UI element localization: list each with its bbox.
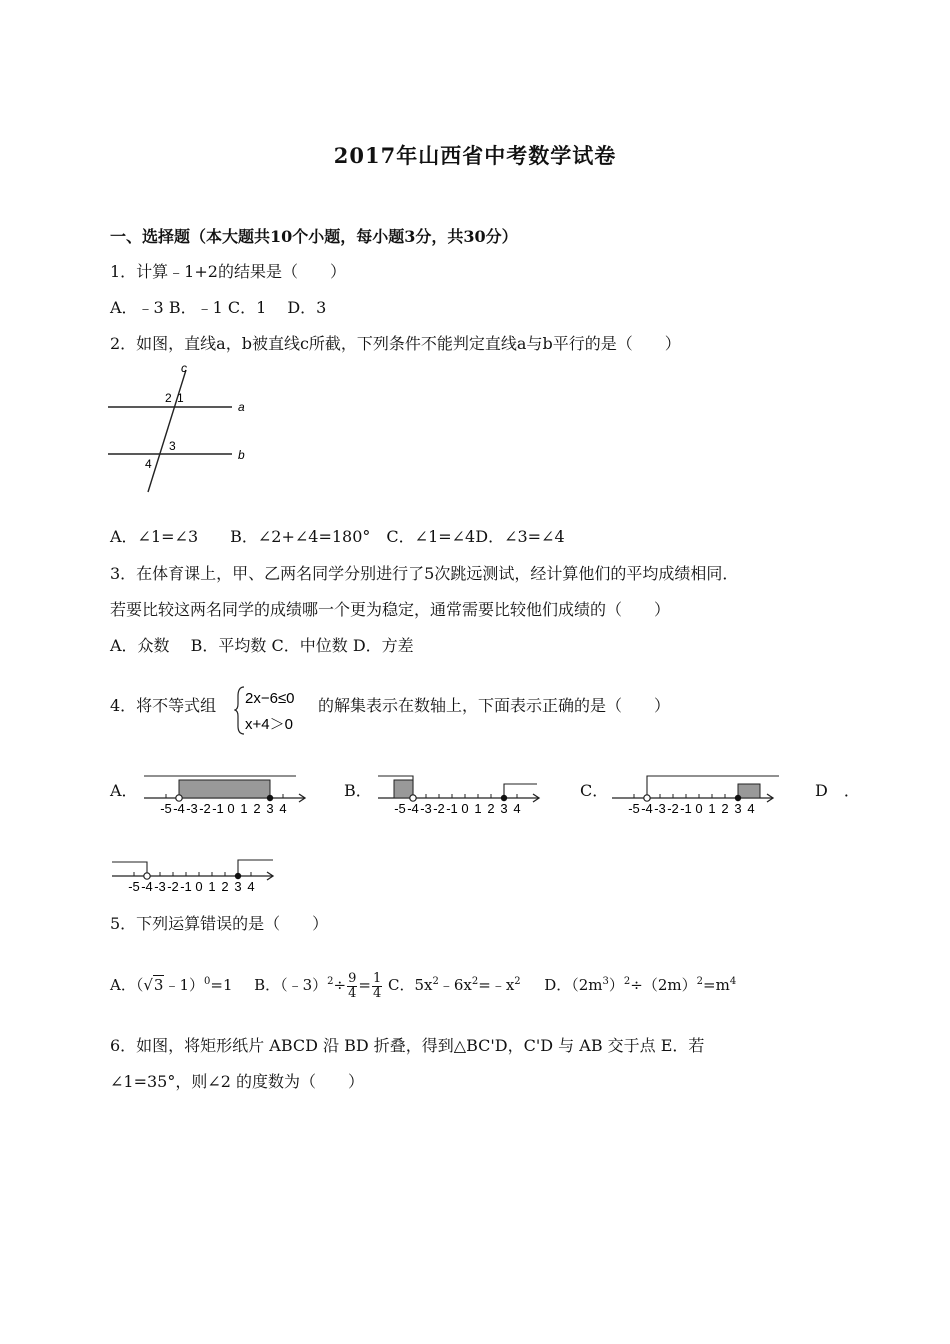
q4-number-line-c xyxy=(610,768,790,818)
q4-stem-after: 的解集表示在数轴上，下面表示正确的是（ ） xyxy=(318,696,671,715)
shaded-region xyxy=(179,780,270,798)
angle-1: 1 xyxy=(177,391,184,405)
label-c: c xyxy=(181,362,187,375)
section-heading: 一、选择题（本大题共10个小题，每小题3分，共30分） xyxy=(110,227,518,246)
shaded-region xyxy=(394,780,413,798)
tick-label: -5 xyxy=(628,801,640,816)
closed-endpoint xyxy=(235,873,241,879)
q5-c-label: C．5x xyxy=(388,976,433,994)
tick-label: 0 xyxy=(695,801,703,816)
tick-label: 2 xyxy=(721,801,729,816)
q5-a-eq: =1 xyxy=(210,976,233,994)
tick-label: 2 xyxy=(253,801,261,816)
q4-option-c-label: C． xyxy=(580,781,609,800)
q5-a-exp: 0 xyxy=(204,976,211,987)
tick-label: 3 xyxy=(266,801,274,816)
q5-d-exp3: 2 xyxy=(696,976,704,987)
q5-b-f1-den: 4 xyxy=(348,985,357,1001)
q5-a-root: 3 xyxy=(153,976,164,994)
q6-line2: ∠1=35°，则∠2 的度数为（ ） xyxy=(110,1072,365,1091)
q5-b-fraction-2 xyxy=(372,972,382,1001)
angle-4: 4 xyxy=(145,457,152,471)
solution-bracket xyxy=(112,862,147,876)
brace-icon xyxy=(235,687,244,734)
q4-number-line-a xyxy=(142,768,322,818)
closed-endpoint xyxy=(267,795,273,801)
q4-option-d-label: D ． xyxy=(815,781,860,800)
q1-options: A．﹣3 B．﹣1 C．1 D．3 xyxy=(110,298,327,317)
label-a: a xyxy=(238,400,245,414)
tick-label: 4 xyxy=(247,879,255,894)
tick-label: 4 xyxy=(747,801,755,816)
open-endpoint xyxy=(644,795,650,801)
q5-a-rest: ﹣1） xyxy=(164,976,204,994)
q5-c-exp3: 2 xyxy=(514,976,521,987)
q1-stem: 1．计算﹣1+2的结果是（ ） xyxy=(110,262,346,281)
tick-label: 3 xyxy=(500,801,508,816)
open-endpoint xyxy=(144,873,150,879)
q5-c-eq: =﹣x xyxy=(478,976,515,994)
q5-a-label: A．（ xyxy=(110,976,144,994)
tick-label: -1 xyxy=(446,801,458,816)
angle-2: 2 xyxy=(165,391,172,405)
q5-options: A．（√3﹣1）$^0$=1 B．（﹣3）$^2$÷ $\frac{9}{4}$ = $\frac{1}{4}$ C．$5x^2﹣6x^2=﹣x^2$ D．$(2m^3)^2\div(2m)^2=m^4$ xyxy=(110,970,737,1001)
tick-label: -1 xyxy=(212,801,224,816)
tick-label: -2 xyxy=(667,801,679,816)
q5-d-exp2: 2 xyxy=(623,976,631,987)
q4-number-line-b xyxy=(376,768,556,818)
tick-label: -5 xyxy=(394,801,406,816)
tick-label: -4 xyxy=(173,801,185,816)
q5-d-div: ÷（2m） xyxy=(630,976,697,994)
q5-d-close: ） xyxy=(608,976,624,994)
inequality-1: 2x−6≤0 xyxy=(245,690,295,707)
closed-endpoint xyxy=(735,795,741,801)
tick-label: 4 xyxy=(279,801,287,816)
tick-label: -4 xyxy=(141,879,153,894)
shaded-region xyxy=(738,784,760,798)
tick-label: -1 xyxy=(180,879,192,894)
q5-b-exp: 2 xyxy=(327,976,334,987)
tick-label: 3 xyxy=(734,801,742,816)
tick-label: -2 xyxy=(199,801,211,816)
q4-stem-before: 4．将不等式组 xyxy=(110,696,217,715)
q5-b-fraction-1 xyxy=(347,972,357,1001)
tick-label: 1 xyxy=(708,801,716,816)
q5-d-exp4: 4 xyxy=(729,976,737,987)
q6-line1: 6．如图，将矩形纸片 ABCD 沿 BD 折叠，得到△BC'D，C'D 与 AB 交于点 E．若 xyxy=(110,1036,705,1055)
tick-label: 0 xyxy=(227,801,235,816)
open-endpoint xyxy=(176,795,182,801)
tick-label: -3 xyxy=(654,801,666,816)
tick-label: -5 xyxy=(160,801,172,816)
q5-c-exp2: 2 xyxy=(471,976,479,987)
q3-line2: 若要比较这两名同学的成绩哪一个更为稳定，通常需要比较他们成绩的（ ） xyxy=(110,600,671,619)
q3-options: A．众数 B．平均数 C．中位数 D．方差 xyxy=(110,636,414,655)
q4-inequality-system xyxy=(234,684,320,736)
tick-label: 1 xyxy=(240,801,248,816)
tick-label: -2 xyxy=(167,879,179,894)
q2-options: A．∠1=∠3 B．∠2+∠4=180° C．∠1=∠4D．∠3=∠4 xyxy=(110,527,565,546)
q4-option-b-label: B． xyxy=(344,781,372,800)
closed-endpoint xyxy=(501,795,507,801)
tick-label: 0 xyxy=(461,801,469,816)
tick-label: 2 xyxy=(487,801,495,816)
tick-label: -3 xyxy=(420,801,432,816)
q4-number-line-d xyxy=(110,846,290,896)
tick-label: -4 xyxy=(407,801,419,816)
solution-bracket xyxy=(238,860,273,876)
tick-label: 1 xyxy=(474,801,482,816)
q5-d-eq: =m xyxy=(703,976,730,994)
tick-label: 0 xyxy=(195,879,203,894)
tick-label: 2 xyxy=(221,879,229,894)
label-b: b xyxy=(238,448,245,462)
q2-figure xyxy=(108,362,258,497)
q5-b-f2-den: 4 xyxy=(372,985,382,1001)
page-title: 2017年山西省中考数学试卷 xyxy=(333,143,617,168)
q5-d-exp1: 3 xyxy=(602,976,609,987)
q5-b-label: B．（﹣3） xyxy=(254,976,328,994)
tick-label: -3 xyxy=(186,801,198,816)
open-endpoint xyxy=(410,795,416,801)
q5-c-exp1: 2 xyxy=(432,976,439,987)
q2-stem: 2．如图，直线a，b被直线c所截，下列条件不能判定直线a与b平行的是（ ） xyxy=(110,334,681,353)
line-c xyxy=(148,370,186,492)
tick-label: -2 xyxy=(433,801,445,816)
q5-b-f2-num: 1 xyxy=(372,970,382,986)
solution-bracket xyxy=(504,784,537,798)
tick-label: -4 xyxy=(641,801,653,816)
tick-label: -1 xyxy=(680,801,692,816)
q5-b-eq: = xyxy=(358,976,371,994)
angle-3: 3 xyxy=(169,439,176,453)
inequality-2: x+4＞0 xyxy=(245,716,293,733)
q4-option-a-label: A． xyxy=(110,781,138,800)
tick-label: -3 xyxy=(154,879,166,894)
q3-line1: 3．在体育课上，甲、乙两名同学分别进行了5次跳远测试，经计算他们的平均成绩相同． xyxy=(110,564,739,583)
tick-label: -5 xyxy=(128,879,140,894)
q5-stem: 5．下列运算错误的是（ ） xyxy=(110,914,329,933)
tick-label: 1 xyxy=(208,879,216,894)
q5-b-f1-num: 9 xyxy=(348,970,357,986)
q5-b-div: ÷ xyxy=(333,976,347,994)
q5-c-mid: ﹣6x xyxy=(438,976,472,994)
tick-label: 4 xyxy=(513,801,521,816)
tick-label: 3 xyxy=(234,879,242,894)
q5-d-label: D．（2m xyxy=(544,976,603,994)
